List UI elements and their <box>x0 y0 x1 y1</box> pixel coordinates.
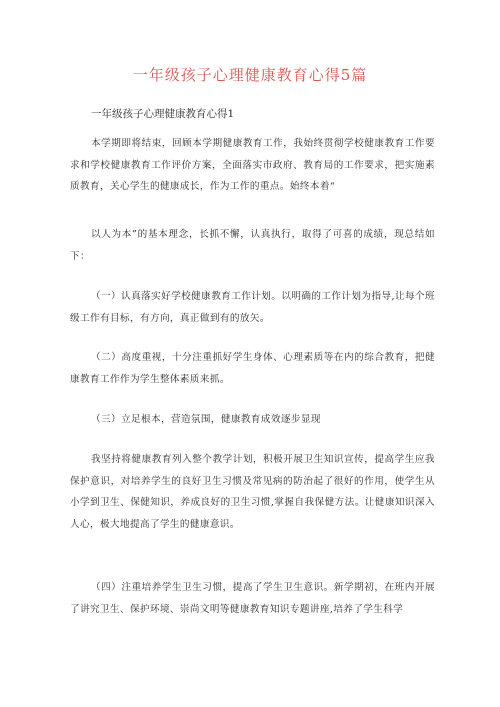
paragraph-item-2: （二）高度重视，十分注重抓好学生身体、心理素质等在内的综合教育，把健康教育工作作为学生整体素质来抓。 <box>70 352 435 385</box>
paragraph-item-4: （四）注重培养学生卫生习惯，提高了学生卫生意识。新学期初，在班内开展了讲究卫生、保护环境、崇尚文明等健康教育知识专题讲座,培养了学生科学 <box>70 582 435 615</box>
paragraph-item-1: （一）认真落实好学校健康教育工作计划。以明确的工作计划为指导,让每个班级工作有目标，有方向，真正做到有的放矢。 <box>70 291 435 324</box>
paragraph-health-plan: 我坚持将健康教育列入整个教学计划，积极开展卫生知识宣传，提高学生应我保护意识，对培养学生的良好卫生习惯及常见病的防治起了很好的作用，使学生从小学到卫生、保健知识，养成良好的卫生习惯,掌握自我保健方法。让健康知识深入人心，极大地提高了学生的健康意识。 <box>70 454 435 530</box>
section-heading: 一年级孩子心理健康教育心得1 <box>91 108 235 120</box>
paragraph-intro: 本学期即将结束，回顾本学期健康教育工作，我始终贯彻学校健康教育工作要求和学校健康教育工作评价方案，全面落实市政府、教育局的工作要求，把实施素质教育，关心学生的健康成长，作为工作的重点。始终本着“ <box>70 138 435 192</box>
paragraph-principle: 以人为本”的基本理念，长抓不懈，认真执行，取得了可喜的成绩，现总结如下： <box>70 229 435 262</box>
document-title: 一年级孩子心理健康教育心得5篇 <box>132 66 368 84</box>
paragraph-item-3: （三）立足根本，营造氛围，健康教育成效逐步显现 <box>91 414 321 425</box>
